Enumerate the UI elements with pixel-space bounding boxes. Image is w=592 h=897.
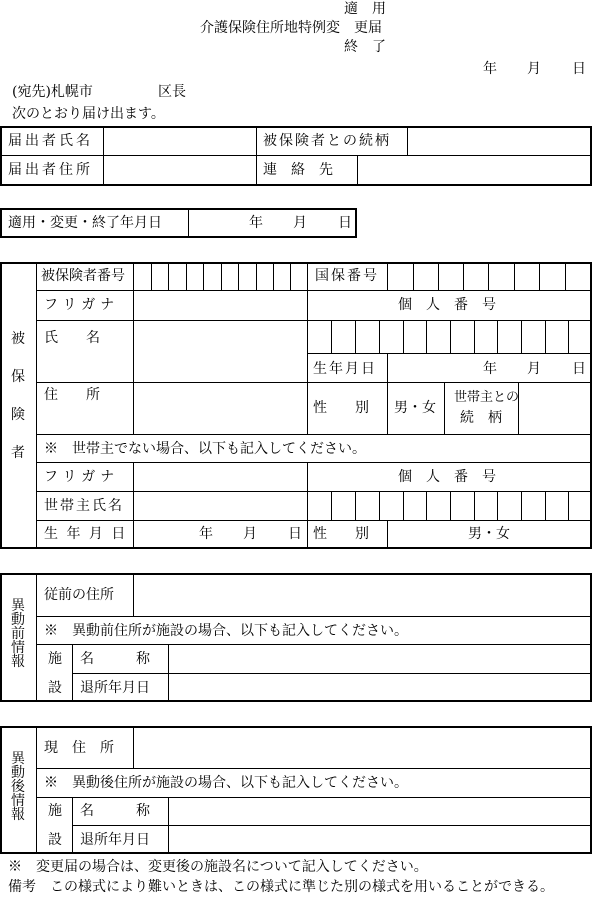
after-leave-date-field[interactable]: [169, 826, 590, 852]
birth-date-label: 生年月日: [313, 361, 377, 377]
before-move-section-label: 異 動 前 情 報: [11, 598, 25, 670]
before-move-note: ※ 異動前住所が施設の場合、以下も記入してください。: [44, 623, 408, 639]
birth-year: 年: [483, 361, 497, 377]
applicant-address-label: 届出者住所: [8, 162, 93, 178]
name-label: 氏 名: [44, 330, 100, 346]
furigana-field[interactable]: [134, 291, 306, 319]
hh-name-field[interactable]: [134, 492, 306, 519]
hh-relation-label-2: 続 柄: [460, 410, 502, 426]
before-leave-date-label: 退所年月日: [80, 680, 150, 696]
hh-birth-field[interactable]: [134, 521, 306, 547]
personal-number-field[interactable]: [308, 321, 590, 352]
applicant-address-field[interactable]: [104, 156, 255, 184]
personal-number-label: 個 人 番 号: [398, 297, 496, 313]
title-apply: 適 用: [344, 1, 386, 17]
birth-day: 日: [572, 361, 586, 377]
effective-date-label: 適用・変更・終了年月日: [8, 215, 162, 231]
insured-section-label: 被 保 険 者: [11, 331, 25, 461]
intro-text: 次のとおり届け出ます。: [12, 106, 165, 122]
effective-date-day: 日: [338, 215, 352, 231]
applicant-relation-label: 被保険者との続柄: [263, 133, 391, 149]
hh-relation-field[interactable]: [519, 383, 590, 433]
current-address-label: 現 住 所: [44, 740, 114, 756]
address-field[interactable]: [134, 355, 306, 433]
contact-field[interactable]: [358, 156, 590, 184]
birth-month: 月: [527, 361, 541, 377]
hh-sex-value[interactable]: 男・女: [468, 526, 510, 542]
hh-birth-year: 年: [199, 526, 213, 542]
after-facility-label-2: 設: [48, 832, 62, 848]
after-facility-name-label: 名 称: [80, 803, 150, 819]
hh-personal-number-label: 個 人 番 号: [398, 469, 496, 485]
after-leave-date-label: 退所年月日: [80, 832, 150, 848]
before-leave-date-field[interactable]: [169, 674, 590, 700]
before-facility-name-field[interactable]: [169, 645, 590, 672]
sex-label: 性 別: [313, 400, 369, 416]
hh-birth-day: 日: [288, 526, 302, 542]
applicant-name-label: 届出者氏名: [8, 133, 93, 149]
after-move-note: ※ 異動後住所が施設の場合、以下も記入してください。: [44, 775, 408, 791]
hh-furigana-field[interactable]: [134, 463, 306, 490]
effective-date-month: 月: [293, 215, 307, 231]
hh-furigana-label: フリガナ: [44, 469, 120, 485]
current-address-field[interactable]: [134, 727, 590, 767]
sex-value[interactable]: 男・女: [394, 400, 436, 416]
applicant-name-field[interactable]: [104, 127, 255, 154]
hh-name-label: 世帯主氏名: [44, 498, 124, 514]
addressee-prefix: (宛先)札幌市: [12, 84, 93, 100]
hh-personal-number-field[interactable]: [308, 492, 590, 519]
footer-note: ※ 変更届の場合は、変更後の施設名について記入してください。: [8, 859, 428, 875]
hh-birth-label: 生 年 月 日: [44, 526, 128, 542]
before-address-field[interactable]: [134, 574, 590, 615]
effective-date-field[interactable]: [189, 209, 355, 237]
form-title: 介護保険住所地特例変 更届: [200, 20, 382, 36]
header-day: 日: [572, 61, 586, 77]
contact-label: 連 絡 先: [263, 162, 333, 178]
insured-number-label: 被保険者番号: [41, 268, 125, 284]
hh-sex-label: 性 別: [313, 526, 369, 542]
footer-remark: 備考 この様式により難いときは、この様式に準じた別の様式を用いることができる。: [8, 879, 554, 895]
insured-note: ※ 世帯主でない場合、以下も記入してください。: [44, 441, 366, 457]
kokuho-number-label: 国保番号: [315, 268, 379, 284]
before-facility-label-2: 設: [48, 680, 62, 696]
effective-date-year: 年: [249, 215, 263, 231]
address-label: 住 所: [44, 387, 100, 403]
after-facility-name-field[interactable]: [169, 798, 590, 824]
applicant-relation-field[interactable]: [408, 127, 590, 154]
before-facility-name-label: 名 称: [80, 651, 150, 667]
title-end: 終 了: [344, 39, 386, 55]
after-facility-label-1: 施: [48, 803, 62, 819]
header-month: 月: [527, 61, 541, 77]
hh-relation-label-1: 世帯主との: [454, 390, 520, 405]
kokuho-number-field[interactable]: [388, 263, 590, 289]
after-move-section-label: 異 動 後 情 報: [11, 751, 25, 823]
hh-birth-month: 月: [243, 526, 257, 542]
before-address-label: 従前の住所: [44, 587, 114, 603]
before-facility-label-1: 施: [48, 651, 62, 667]
header-year: 年: [483, 61, 497, 77]
addressee-suffix: 区長: [158, 84, 186, 100]
furigana-label: フリガナ: [44, 297, 120, 313]
insured-number-field[interactable]: [134, 263, 306, 289]
